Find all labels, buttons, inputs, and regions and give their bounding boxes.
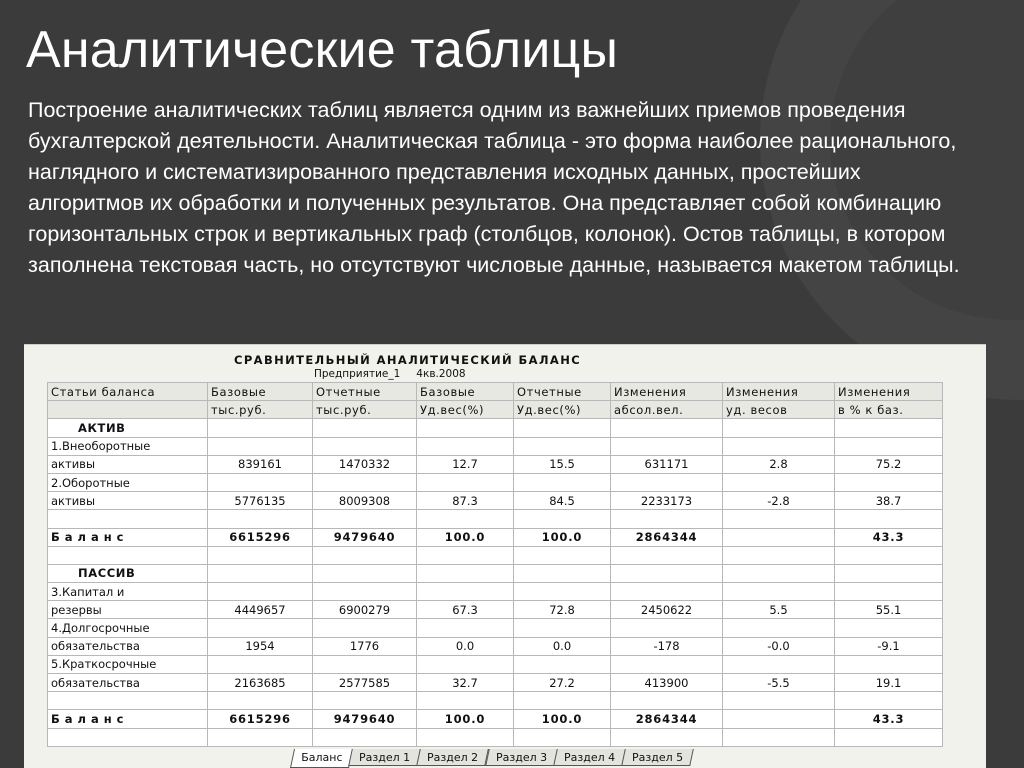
table-cell[interactable]: 9479640 xyxy=(313,528,417,546)
table-cell[interactable]: 43.3 xyxy=(835,528,943,546)
table-cell[interactable] xyxy=(208,546,313,564)
table-cell[interactable]: 6615296 xyxy=(208,710,313,728)
table-cell[interactable]: 0.0 xyxy=(514,637,611,655)
table-cell[interactable]: Базовые xyxy=(208,383,313,401)
table-cell[interactable]: 15.5 xyxy=(514,455,611,473)
table-cell[interactable]: 67.3 xyxy=(417,601,514,619)
sheet-tab[interactable] xyxy=(417,749,490,766)
table-cell[interactable] xyxy=(514,473,611,491)
sheet-tab[interactable] xyxy=(553,749,626,766)
table-cell[interactable]: абсол.вел. xyxy=(611,401,723,419)
table-row xyxy=(48,455,943,473)
table-cell[interactable] xyxy=(417,546,514,564)
table-cell[interactable]: Отчетные xyxy=(514,383,611,401)
table-cell[interactable]: 1776 xyxy=(313,637,417,655)
table-cell[interactable] xyxy=(48,401,208,419)
table-cell[interactable] xyxy=(835,728,943,746)
sheet-tab[interactable] xyxy=(290,749,353,768)
table-cell[interactable]: ПАССИВ xyxy=(48,564,208,582)
table-cell[interactable] xyxy=(313,546,417,564)
table-cell[interactable] xyxy=(48,692,208,710)
table-cell[interactable] xyxy=(835,473,943,491)
table-cell[interactable] xyxy=(611,619,723,637)
table-cell[interactable] xyxy=(417,510,514,528)
table-cell[interactable] xyxy=(48,728,208,746)
table-cell[interactable] xyxy=(514,619,611,637)
table-cell[interactable] xyxy=(313,473,417,491)
table-cell[interactable]: 8009308 xyxy=(313,492,417,510)
table-cell[interactable]: в % к баз. xyxy=(835,401,943,419)
table-cell[interactable] xyxy=(723,473,835,491)
table-cell[interactable]: Базовые xyxy=(417,383,514,401)
table-cell[interactable]: АКТИВ xyxy=(48,419,208,437)
table-row xyxy=(48,510,943,528)
table-cell[interactable]: 5776135 xyxy=(208,492,313,510)
table-cell[interactable] xyxy=(208,564,313,582)
sheet-tabs xyxy=(292,749,691,768)
table-cell[interactable] xyxy=(835,564,943,582)
table-cell[interactable]: 100.0 xyxy=(514,710,611,728)
table-cell[interactable]: 75.2 xyxy=(835,455,943,473)
table-cell[interactable] xyxy=(611,728,723,746)
report-title: СРАВНИТЕЛЬНЫЙ АНАЛИТИЧЕСКИЙ БАЛАНС xyxy=(234,353,582,367)
table-cell[interactable] xyxy=(417,437,514,455)
table-cell[interactable] xyxy=(417,619,514,637)
sheet-tab[interactable] xyxy=(485,749,558,766)
table-row xyxy=(48,492,943,510)
sheet-tab-label: Раздел 1 xyxy=(359,751,411,764)
table-cell[interactable] xyxy=(313,419,417,437)
table-cell[interactable]: уд. весов xyxy=(723,401,835,419)
table-cell[interactable]: обязательства xyxy=(48,674,208,692)
table-cell[interactable] xyxy=(611,546,723,564)
table-cell[interactable] xyxy=(611,692,723,710)
spreadsheet-window xyxy=(24,344,986,768)
table-cell[interactable]: 100.0 xyxy=(417,528,514,546)
table-cell[interactable] xyxy=(208,419,313,437)
table-cell[interactable]: 5.5 xyxy=(723,601,835,619)
table-cell[interactable] xyxy=(514,437,611,455)
table-cell[interactable] xyxy=(417,564,514,582)
sheet-tab-label: Раздел 4 xyxy=(563,751,615,764)
table-row xyxy=(48,419,943,437)
table-cell[interactable] xyxy=(514,583,611,601)
sheet-tab-label: Раздел 2 xyxy=(427,751,479,764)
table-cell[interactable] xyxy=(835,655,943,673)
table-row xyxy=(48,674,943,692)
table-cell[interactable]: 2163685 xyxy=(208,674,313,692)
table-cell[interactable] xyxy=(417,728,514,746)
table-cell[interactable] xyxy=(313,583,417,601)
table-cell[interactable]: -178 xyxy=(611,637,723,655)
table-cell[interactable] xyxy=(514,564,611,582)
table-cell[interactable]: тыс.руб. xyxy=(208,401,313,419)
table-cell[interactable] xyxy=(835,692,943,710)
table-cell[interactable] xyxy=(313,692,417,710)
sheet-tab-label: Раздел 5 xyxy=(631,751,683,764)
table-cell[interactable]: 5.Краткосрочные xyxy=(48,655,208,673)
table-cell[interactable] xyxy=(514,510,611,528)
table-cell[interactable] xyxy=(208,619,313,637)
table-cell[interactable] xyxy=(208,728,313,746)
table-cell[interactable]: 100.0 xyxy=(514,528,611,546)
table-cell[interactable] xyxy=(208,437,313,455)
table-cell[interactable] xyxy=(313,564,417,582)
sheet-tab[interactable] xyxy=(621,749,694,766)
table-cell[interactable]: Отчетные xyxy=(313,383,417,401)
table-cell[interactable]: 9479640 xyxy=(313,710,417,728)
table-cell[interactable]: 2577585 xyxy=(313,674,417,692)
table-row xyxy=(48,655,943,673)
sheet-tab[interactable] xyxy=(349,749,422,766)
table-cell[interactable] xyxy=(723,728,835,746)
table-cell[interactable] xyxy=(611,564,723,582)
table-row xyxy=(48,619,943,637)
table-cell[interactable]: 1.Внеоборотные xyxy=(48,437,208,455)
table-cell[interactable]: 4.Долгосрочные xyxy=(48,619,208,637)
table-cell[interactable] xyxy=(723,546,835,564)
table-cell[interactable]: обязательства xyxy=(48,637,208,655)
table-cell[interactable] xyxy=(611,655,723,673)
table-cell[interactable]: 1954 xyxy=(208,637,313,655)
table-cell[interactable]: 0.0 xyxy=(417,637,514,655)
sheet-tab-label: Баланс xyxy=(301,751,343,764)
table-cell[interactable] xyxy=(723,619,835,637)
table-cell[interactable]: 631171 xyxy=(611,455,723,473)
table-cell[interactable] xyxy=(514,655,611,673)
table-row xyxy=(48,710,943,728)
table-cell[interactable]: Статьи баланса xyxy=(48,383,208,401)
table-cell[interactable]: 100.0 xyxy=(417,710,514,728)
table-cell[interactable]: Изменения xyxy=(723,383,835,401)
table-cell[interactable] xyxy=(723,564,835,582)
table-cell[interactable]: Баланс xyxy=(48,710,208,728)
table-cell[interactable] xyxy=(723,692,835,710)
table-cell[interactable] xyxy=(313,510,417,528)
table-cell[interactable]: 27.2 xyxy=(514,674,611,692)
balance-table xyxy=(47,382,943,747)
table-cell[interactable] xyxy=(835,437,943,455)
table-cell[interactable]: -5.5 xyxy=(723,674,835,692)
table-row xyxy=(48,583,943,601)
sheet-tab-label: Раздел 3 xyxy=(495,751,547,764)
table-cell[interactable]: активы xyxy=(48,492,208,510)
slide-body-text: Построение аналитических таблиц является одним из важнейших приемов проведения бухгалтерской деятельности. Аналитическая таблица - это форма наиболее рационального, наглядного и систематизированного представления исходных данных, простейших алгоритмов их обработки и полученных результатов. Она представляет собой комбинацию горизонтальных строк и вертикальных граф (столбцов, колонок). Остов таблицы, в котором заполнена текстовая часть, но отсутствуют числовые данные, называется макетом таблицы. xyxy=(28,98,960,277)
table-cell[interactable]: 2233173 xyxy=(611,492,723,510)
table-cell[interactable] xyxy=(208,473,313,491)
table-cell[interactable]: 72.8 xyxy=(514,601,611,619)
table-cell[interactable] xyxy=(417,655,514,673)
table-cell[interactable]: -2.8 xyxy=(723,492,835,510)
table-row xyxy=(48,564,943,582)
table-cell[interactable] xyxy=(208,510,313,528)
table-cell[interactable] xyxy=(835,419,943,437)
table-row xyxy=(48,546,943,564)
table-cell[interactable] xyxy=(723,510,835,528)
table-cell[interactable] xyxy=(514,419,611,437)
table-header-row xyxy=(48,401,943,419)
table-cell[interactable]: 55.1 xyxy=(835,601,943,619)
report-period: 4кв.2008 xyxy=(416,368,466,380)
table-cell[interactable] xyxy=(723,419,835,437)
table-cell[interactable] xyxy=(417,692,514,710)
table-row xyxy=(48,728,943,746)
table-cell[interactable] xyxy=(723,583,835,601)
table-cell[interactable]: 1470332 xyxy=(313,455,417,473)
table-cell[interactable] xyxy=(417,419,514,437)
table-cell[interactable]: 19.1 xyxy=(835,674,943,692)
table-cell[interactable] xyxy=(835,510,943,528)
table-cell[interactable]: 2864344 xyxy=(611,710,723,728)
table-cell[interactable] xyxy=(48,510,208,528)
table-cell[interactable]: 2.Оборотные xyxy=(48,473,208,491)
table-cell[interactable]: 6900279 xyxy=(313,601,417,619)
table-cell[interactable]: 4449657 xyxy=(208,601,313,619)
table-cell[interactable] xyxy=(611,510,723,528)
table-cell[interactable]: Баланс xyxy=(48,528,208,546)
table-cell[interactable]: Изменения xyxy=(835,383,943,401)
table-cell[interactable]: 2.8 xyxy=(723,455,835,473)
table-row xyxy=(48,528,943,546)
report-subtitle xyxy=(314,368,482,380)
table-cell[interactable] xyxy=(723,655,835,673)
table-cell[interactable] xyxy=(835,619,943,637)
table-cell[interactable] xyxy=(723,528,835,546)
table-cell[interactable] xyxy=(313,655,417,673)
table-cell[interactable] xyxy=(611,437,723,455)
table-cell[interactable]: Изменения xyxy=(611,383,723,401)
table-cell[interactable]: 2864344 xyxy=(611,528,723,546)
table-cell[interactable]: -0.0 xyxy=(723,637,835,655)
enterprise-name: Предприятие_1 xyxy=(314,368,401,380)
table-row xyxy=(48,437,943,455)
table-cell[interactable]: 84.5 xyxy=(514,492,611,510)
table-cell[interactable] xyxy=(723,710,835,728)
table-cell[interactable] xyxy=(208,692,313,710)
table-cell[interactable]: 839161 xyxy=(208,455,313,473)
slide-title: Аналитические таблицы xyxy=(26,21,619,79)
table-cell[interactable]: 87.3 xyxy=(417,492,514,510)
table-cell[interactable] xyxy=(514,692,611,710)
table-cell[interactable]: 12.7 xyxy=(417,455,514,473)
table-row xyxy=(48,473,943,491)
table-cell[interactable]: активы xyxy=(48,455,208,473)
table-cell[interactable] xyxy=(611,419,723,437)
table-cell[interactable] xyxy=(835,583,943,601)
table-cell[interactable]: тыс.руб. xyxy=(313,401,417,419)
table-cell[interactable]: 38.7 xyxy=(835,492,943,510)
table-cell[interactable] xyxy=(208,583,313,601)
table-row xyxy=(48,692,943,710)
table-cell[interactable] xyxy=(48,546,208,564)
table-row xyxy=(48,601,943,619)
table-cell[interactable]: -9.1 xyxy=(835,637,943,655)
table-row xyxy=(48,637,943,655)
table-cell[interactable] xyxy=(417,473,514,491)
table-cell[interactable] xyxy=(514,546,611,564)
table-cell[interactable]: 43.3 xyxy=(835,710,943,728)
table-cell[interactable]: 3.Капитал и xyxy=(48,583,208,601)
table-cell[interactable]: резервы xyxy=(48,601,208,619)
table-cell[interactable]: 2450622 xyxy=(611,601,723,619)
table-cell[interactable] xyxy=(835,546,943,564)
table-cell[interactable] xyxy=(208,655,313,673)
table-cell[interactable] xyxy=(611,583,723,601)
table-cell[interactable]: 6615296 xyxy=(208,528,313,546)
table-cell[interactable]: 413900 xyxy=(611,674,723,692)
table-cell[interactable] xyxy=(313,619,417,637)
table-cell[interactable] xyxy=(514,728,611,746)
table-cell[interactable]: 32.7 xyxy=(417,674,514,692)
table-cell[interactable] xyxy=(417,583,514,601)
table-cell[interactable] xyxy=(313,728,417,746)
table-cell[interactable] xyxy=(723,437,835,455)
table-cell[interactable] xyxy=(313,437,417,455)
table-cell[interactable] xyxy=(611,473,723,491)
table-header-row xyxy=(48,383,943,401)
table-cell[interactable]: Уд.вес(%) xyxy=(514,401,611,419)
table-cell[interactable]: Уд.вес(%) xyxy=(417,401,514,419)
